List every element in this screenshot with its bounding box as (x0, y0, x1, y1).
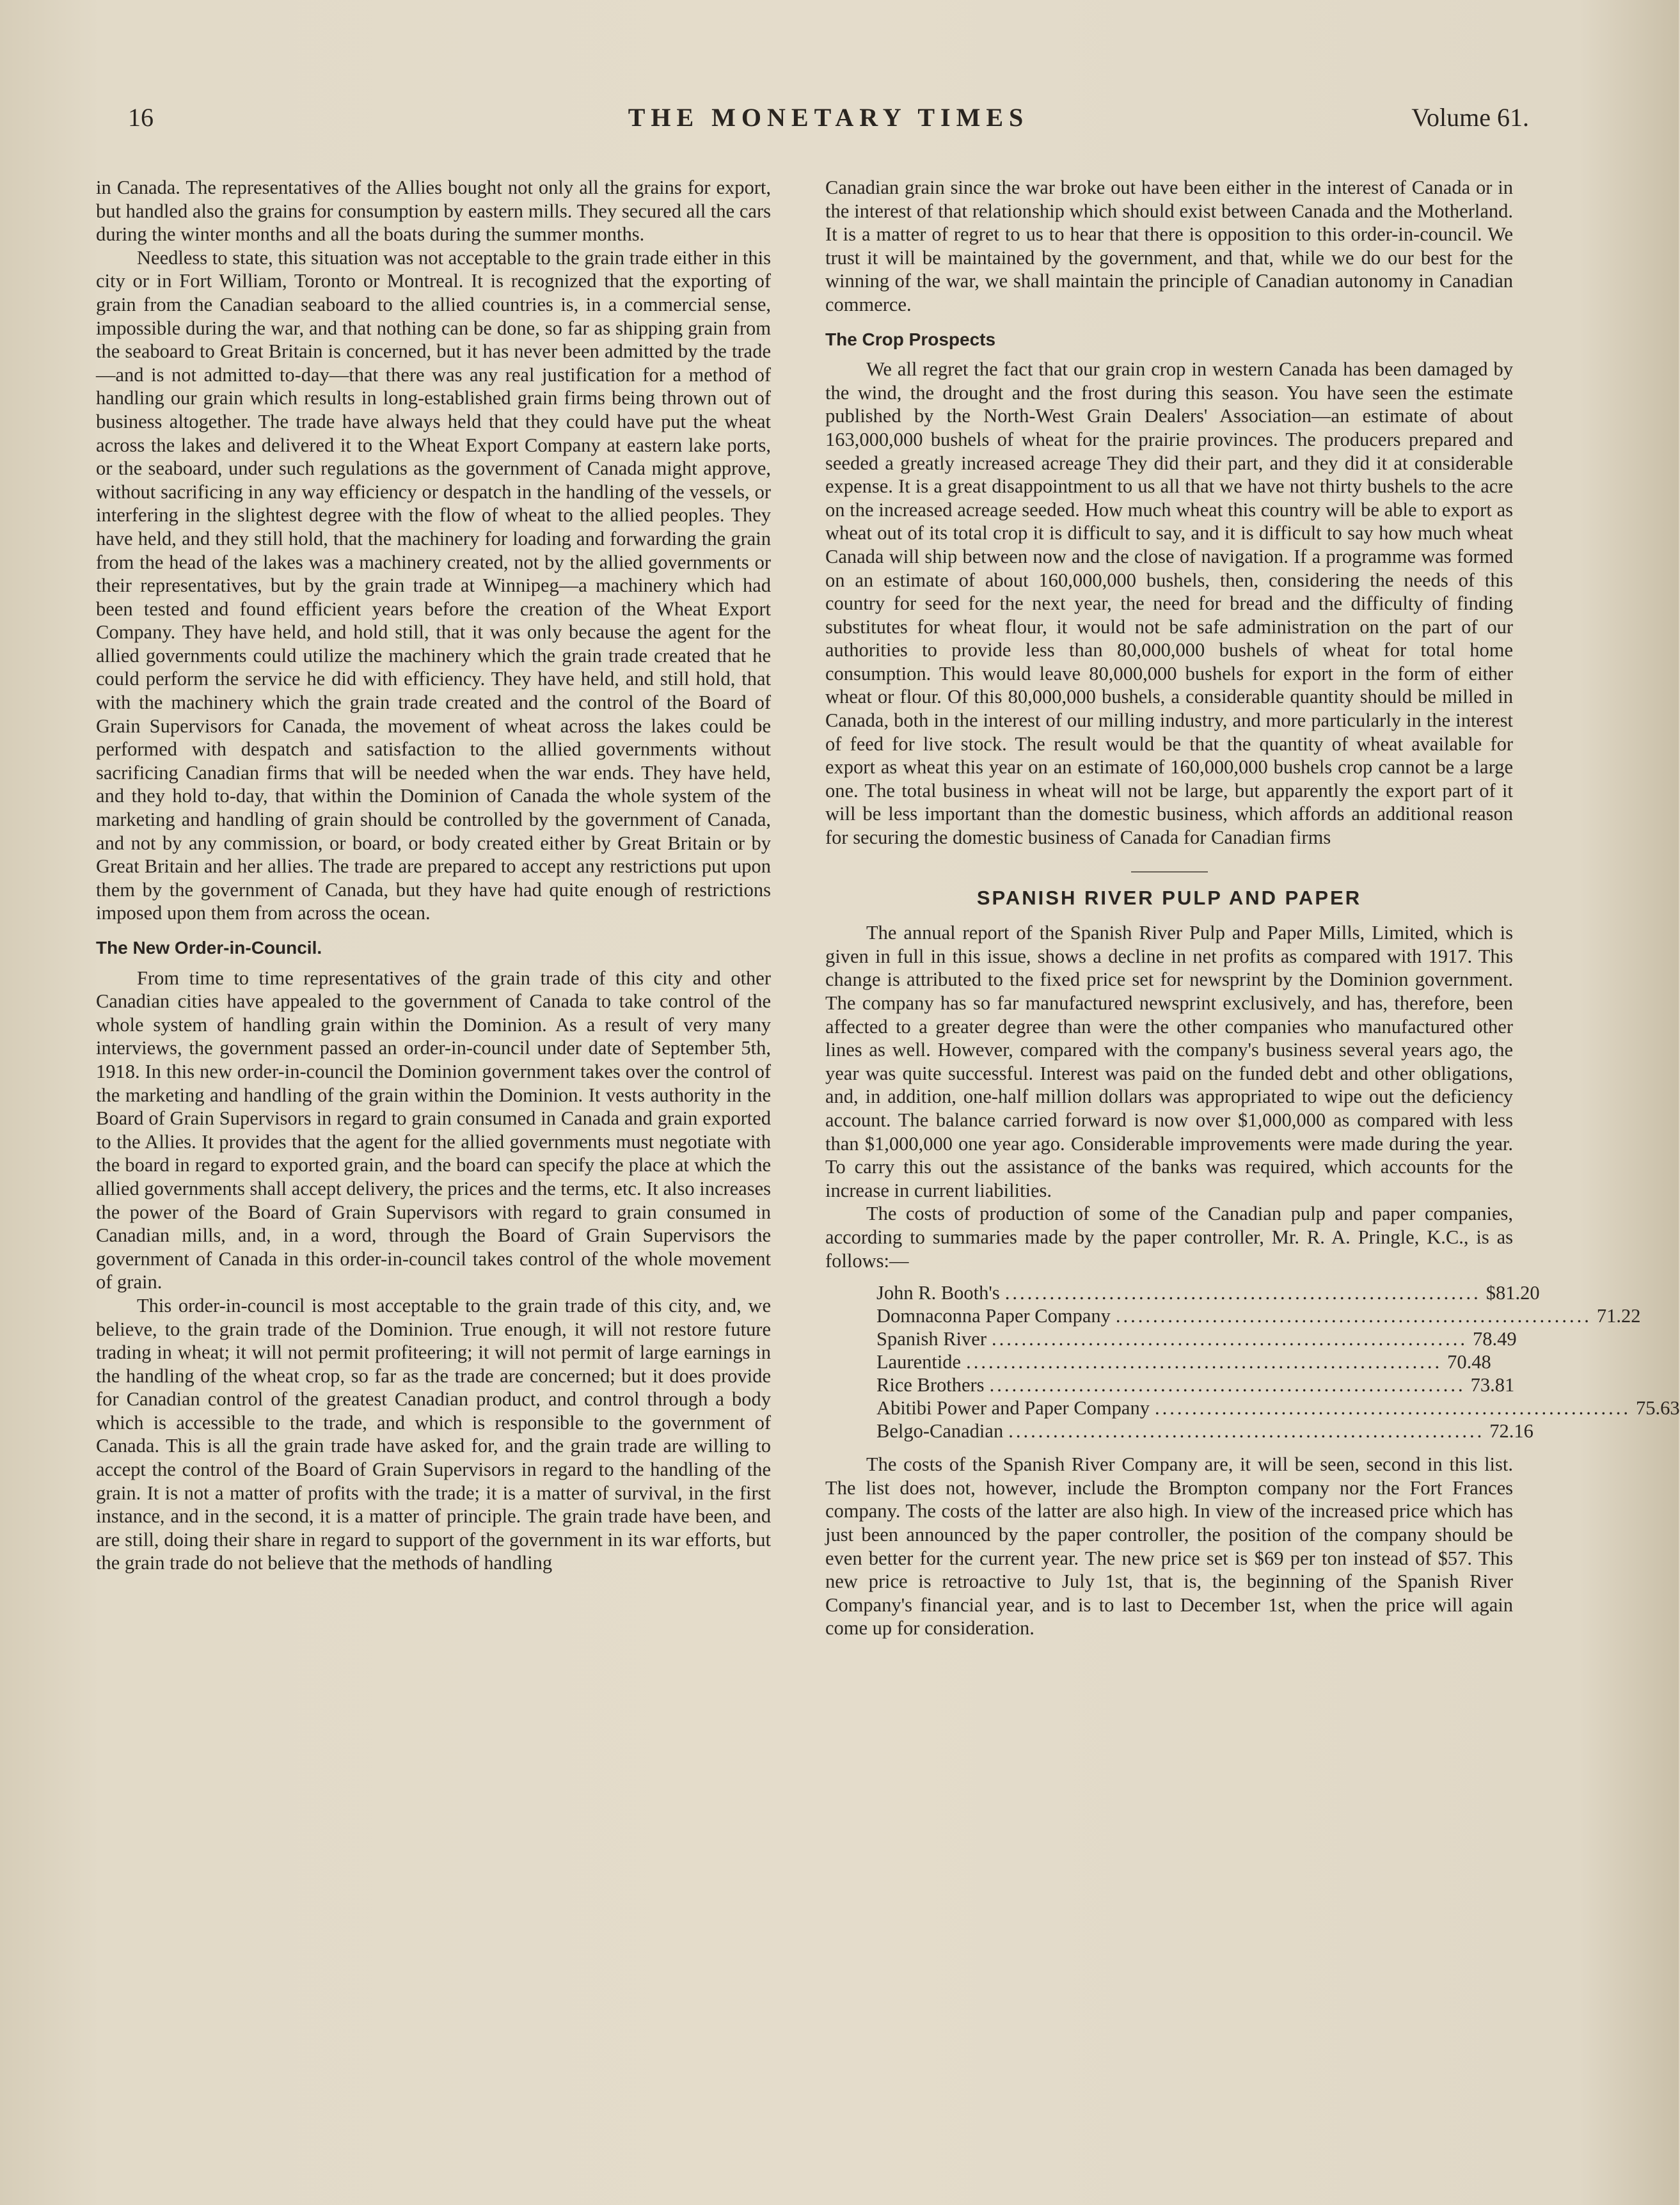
paragraph: The annual report of the Spanish River Pulp and Paper Mills, Limited, which is given in full in this issue, shows a decline in net profits as compared with 1917. This change is attributed to the fixed price set for newsprint by the Dominion government. The company has so far manufactured newsprint exclusively, and has, therefore, been affected to a greater degree than were the other companies who manufactured other lines as well. However, compared with the company's business several years ago, the year was quite successful. Interest was paid on the funded debt and other obligations, and, in addition, one-half million dollars was appropriated to wipe out the deficiency account. The balance carried forward is now over $1,000,000 as compared with less than $1,000,000 one year ago. Considerable improvements were made during the year. To carry this out the assistance of the banks was required, which accounts for the increase in current liabilities. (825, 922, 1513, 1201)
publication-title: THE MONETARY TIMES (628, 103, 1029, 132)
section-divider (1131, 871, 1208, 873)
paragraph: From time to time representatives of the grain trade of this city and other Canadian cities have appealed to the government of Canada to take control of the whole system of handling grain within the Dominion. As a result of very many interviews, the government passed an order-in-council under date of September 5th, 1918. In this new order-in-council the Dominion government takes over the control of the marketing and handling of the grain within the Dominion. It vests authority in the Board of Grain Supervisors in regard to grain consumed in Canada and grain exported to the Allies. It provides that the agent for the allied governments must negotiate with the board in regard to exported grain, and the board can specify the place at which the allied governments shall accept delivery, the prices and the terms, etc. It also increases the power of the Board of Grain Supervisors with regard to grain consumed in Canadian mills, and, in a word, through the Board of Grain Supervisors the government of Canada in this order-in-council takes control of the whole movement of grain. (96, 967, 771, 1293)
leader-dots: ................................................................ (1154, 1397, 1631, 1419)
paragraph: We all regret the fact that our grain crop in western Canada has been damaged by the wind, the drought and the frost during this season. You have seen the estimate published by the North-West Grain Dealers' Association—an estimate of about 163,000,000 bushels of wheat for the prairie provinces. The producers prepared and seeded a greatly increased acreage They did their part, and they did it at considerable expense. It is a great disappointment to us all that we have not thirty bushels to the acre on the increased acreage seeded. How much wheat this country will be able to export as wheat out of its total crop it is difficult to say, and it is difficult to say how much wheat Canada will ship between now and the close of navigation. If a programme was formed on an estimate of about 160,000,000 bushels, then, considering the needs of this country for seed for the next year, the need for bread and the difficulty of finding substitutes for wheat flour, it would not be safe administration on the part of our authorities to provide less than 80,000,000 bushels of wheat for total home consumption. This would leave 80,000,000 bushels for export in the form of either wheat or flour. Of this 80,000,000 bushels, a considerable quantity should be milled in Canada, both in the interest of our milling industry, and more particularly in the interest of feed for live stock. The result would be that the quantity of wheat available for export as wheat this year on an estimate of 160,000,000 bushels crop cannot be a large one. The total business in wheat will not be large, but apparently the export part of it will be less important than the domestic business, which affords an additional reason for securing the domestic business of Canada for Canadian firms (825, 358, 1513, 849)
paragraph: The costs of the Spanish River Company are, it will be seen, second in this list. The list does not, however, include the Brompton company nor the Fort Frances company. The costs of the latter are also high. In view of the increased price which has just been announced by the paper controller, the position of the company should be even better for the current year. The new price set is $69 per ton instead of $57. This new price is retroactive to July 1st, that is, the beginning of the Spanish River Company's financial year, and is to last to December 1st, when the price will again come up for consideration. (825, 1453, 1513, 1640)
table-row (876, 1304, 1641, 1327)
company-name: Belgo-Canadian (876, 1420, 1004, 1442)
right-column (825, 176, 1680, 1640)
cost-value: 73.81 (1470, 1374, 1515, 1396)
cost-value: 75.63 (1635, 1397, 1680, 1419)
table-row (876, 1327, 1517, 1350)
volume-label: Volume 61. (1411, 103, 1529, 132)
leader-dots: ................................................................ (1004, 1282, 1481, 1304)
left-column (96, 176, 771, 1575)
production-costs-table (876, 1281, 1680, 1442)
page-header (128, 102, 1529, 141)
leader-dots: ................................................................ (1115, 1305, 1592, 1327)
company-name: Spanish River (876, 1328, 987, 1350)
table-row (876, 1396, 1680, 1419)
company-name: Abitibi Power and Paper Company (876, 1397, 1150, 1419)
article-title: SPANISH RIVER PULP AND PAPER (976, 886, 1362, 909)
leader-dots: ................................................................ (989, 1374, 1466, 1396)
table-row (876, 1281, 1540, 1304)
table-row (876, 1373, 1515, 1396)
cost-value: 72.16 (1489, 1420, 1533, 1442)
company-name: Domnaconna Paper Company (876, 1305, 1111, 1327)
cost-value: $81.20 (1486, 1282, 1540, 1304)
cost-value: 71.22 (1596, 1305, 1641, 1327)
page-number: 16 (128, 103, 154, 132)
cost-value: 70.48 (1447, 1351, 1491, 1373)
paragraph: in Canada. The representatives of the Allies bought not only all the grains for export, but handled also the grains for consumption by eastern mills. They secured all the cars during the winter months and all the boats during the summer months. (96, 177, 771, 246)
table-row (876, 1419, 1533, 1442)
paragraph: The costs of production of some of the Canadian pulp and paper companies, according to summaries made by the paper controller, Mr. R. A. Pringle, K.C., is as follows:— (825, 1203, 1513, 1272)
leader-dots: ................................................................ (966, 1351, 1443, 1373)
company-name: John R. Booth's (876, 1282, 1000, 1304)
subheading-new-order-in-council: The New Order-in-Council. (96, 938, 322, 958)
company-name: Rice Brothers (876, 1374, 985, 1396)
paragraph: This order-in-council is most acceptable to the grain trade of this city, and, we believe, to the grain trade of the Dominion. True enough, it will not restore future trading in wheat; it will not permit profiteering; it will not permit of large earnings in the handling of the wheat crop, so far as the trade are concerned; but it does provide for Canadian control of the greatest Canadian product, and control through a body which is accessible to the trade, and which is responsible to the government of Canada. This is all the grain trade have asked for, and the grain trade are willing to accept the control of the Board of Grain Supervisors in regard to the handling of the grain. It is not a matter of profits with the trade; it is a matter of survival, in the first instance, and in the second, it is a matter of principle. The grain trade have been, and are still, doing their share in regard to support of the government in its war efforts, but the grain trade do not believe that the methods of handling (96, 1294, 771, 1574)
company-name: Laurentide (876, 1351, 962, 1373)
table-row (876, 1350, 1491, 1373)
leader-dots: ................................................................ (991, 1328, 1468, 1350)
cost-value: 78.49 (1472, 1328, 1517, 1350)
leader-dots: ................................................................ (1008, 1420, 1485, 1442)
paragraph: Canadian grain since the war broke out have been either in the interest of Canada or in the interest of that relationship which should exist between Canada and the Motherland. It is a matter of regret to us to hear that there is opposition to this order-in-council. We trust it will be maintained by the government, and that, while we do our best for the winning of the war, we shall maintain the principle of Canadian autonomy in Canadian commerce. (825, 177, 1513, 315)
paragraph: Needless to state, this situation was not acceptable to the grain trade either in this city or in Fort William, Toronto or Montreal. It is recognized that the exporting of grain from the Canadian seaboard to the allied countries is, in a commercial sense, impossible during the war, and that nothing can be done, so far as shipping grain from the seaboard to Great Britain is concerned, but it has never been admitted by the trade—and is not admitted to-day—that there was any real justification for a method of handling our grain which results in long-established grain firms being thrown out of business altogether. The trade have always held that they could have put the wheat across the lakes and delivered it to the Wheat Export Company at eastern lake ports, or the seaboard, under such regulations as the government of Canada might approve, without sacrificing in any way efficiency or despatch in the handling of the vessels, or interfering in the slightest degree with the flow of wheat to the allied peoples. They have held, and they still hold, that the machinery for loading and forwarding the grain from the head of the lakes was a machinery created, not by the allied governments or their representatives, but by the grain trade at Winnipeg—a machinery which had been tested and found efficient years before the creation of the Wheat Export Company. They have held, and hold still, that it was only because the agent for the allied governments could utilize the machinery which the grain trade created that he could perform the service he did with efficiency. They have held, and still hold, that with the machinery which the grain trade created and the control of the Board of Grain Supervisors for Canada, the movement of wheat across the lakes could be performed with despatch and satisfaction to the allied governments without sacrificing Canadian firms that will be needed when the war ends. They have held, and they hold to-day, that within the Dominion of Canada the whole system of the marketing and handling of grain should be controlled by the government of Canada, and not by any commission, or board, or body created either by Great Britain or by Great Britain and her allies. The trade are prepared to accept any restrictions put upon them by the government of Canada, but they have had quite enough of restrictions imposed upon them from across the ocean. (96, 246, 771, 924)
subheading-crop-prospects: The Crop Prospects (825, 329, 996, 349)
